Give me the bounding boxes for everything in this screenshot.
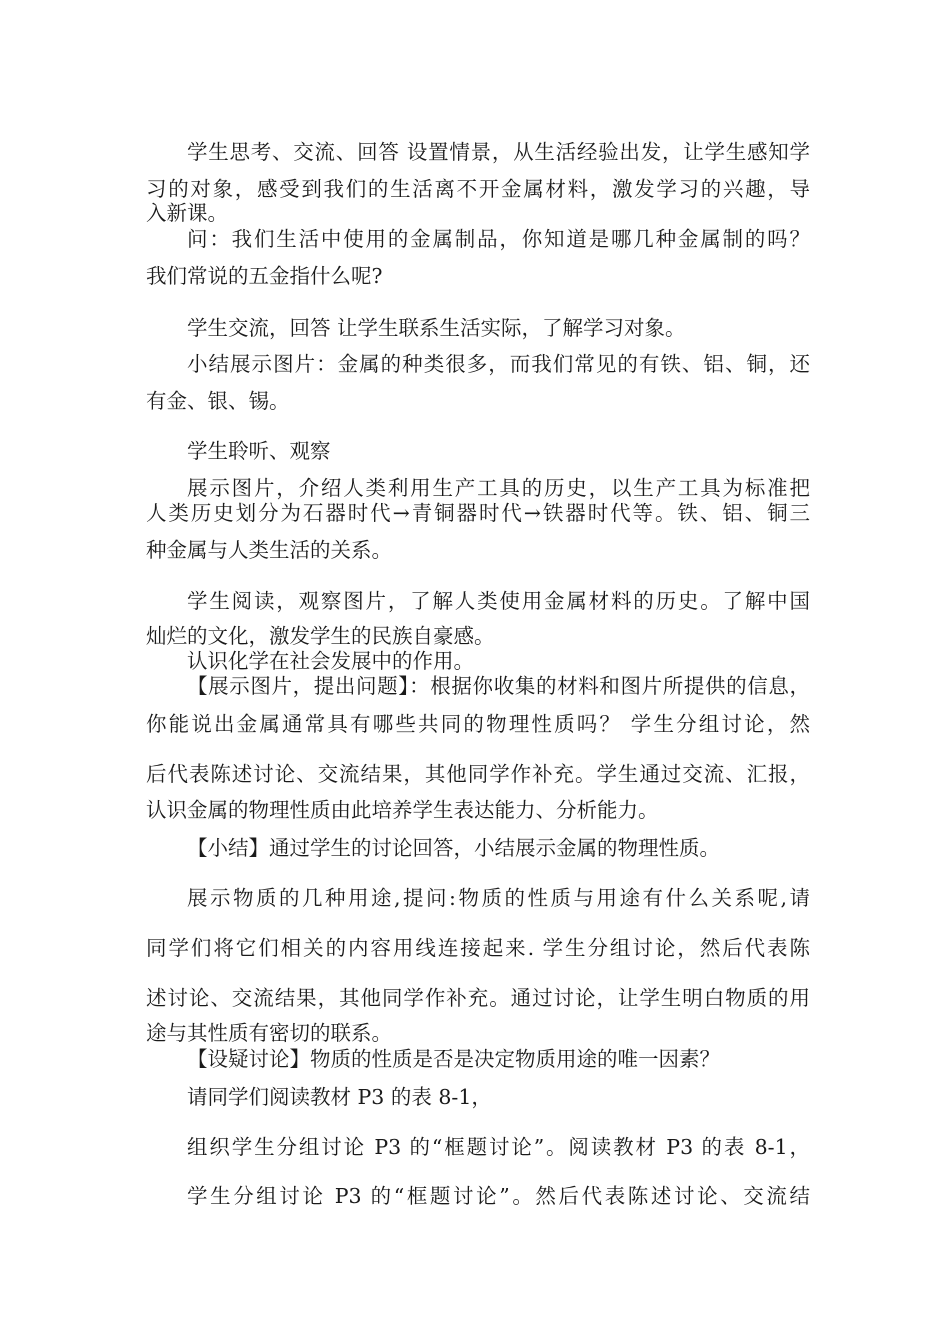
text-line-12: 种金属与人类生活的关系。 bbox=[146, 538, 392, 562]
text-line-9: 学生聆听、观察 bbox=[187, 439, 331, 463]
text-line-24: 途与其性质有密切的联系。 bbox=[146, 1021, 392, 1045]
text-line-3: 入新课。 bbox=[146, 201, 228, 225]
text-line-11: 人类历史划分为石器时代→青铜器时代→铁器时代等。铁、铝、铜三 bbox=[146, 501, 810, 525]
text-line-19: 认识金属的物理性质由此培养学生表达能力、分析能力。 bbox=[146, 798, 659, 822]
text-line-10: 展示图片，介绍人类利用生产工具的历史，以生产工具为标准把 bbox=[187, 476, 810, 500]
text-line-17: 你能说出金属通常具有哪些共同的物理性质吗？ 学生分组讨论，然 bbox=[146, 712, 810, 736]
text-line-16: 【展示图片，提出问题】：根据你收集的材料和图片所提供的信息， bbox=[187, 674, 810, 698]
text-line-27: 组织学生分组讨论 P3 的“框题讨论”。阅读教材 P3 的表 8-1， bbox=[187, 1135, 810, 1159]
text-line-2: 习的对象，感受到我们的生活离不开金属材料，激发学习的兴趣，导 bbox=[146, 177, 810, 201]
text-line-22: 同学们将它们相关的内容用线连接起来. 学生分组讨论，然后代表陈 bbox=[146, 936, 810, 960]
text-line-6: 学生交流，回答 让学生联系生活实际，了解学习对象。 bbox=[187, 316, 686, 340]
text-line-15: 认识化学在社会发展中的作用。 bbox=[187, 649, 474, 673]
text-line-8: 有金、银、锡。 bbox=[146, 389, 290, 413]
text-line-4: 问：我们生活中使用的金属制品，你知道是哪几种金属制的吗？ bbox=[187, 227, 810, 251]
text-line-5: 我们常说的五金指什么呢? bbox=[146, 264, 383, 288]
text-line-21: 展示物质的几种用途,提问:物质的性质与用途有什么关系呢,请 bbox=[187, 886, 810, 910]
text-line-23: 述讨论、交流结果，其他同学作补充。通过讨论，让学生明白物质的用 bbox=[146, 986, 810, 1010]
text-line-13: 学生阅读，观察图片，了解人类使用金属材料的历史。了解中国 bbox=[187, 589, 810, 613]
text-line-28: 学生分组讨论 P3 的“框题讨论”。然后代表陈述讨论、交流结 bbox=[187, 1184, 810, 1208]
text-line-14: 灿烂的文化，激发学生的民族自豪感。 bbox=[146, 624, 495, 648]
text-line-25: 【设疑讨论】物质的性质是否是决定物质用途的唯一因素？ bbox=[187, 1047, 720, 1071]
text-line-26: 请同学们阅读教材 P3 的表 8-1， bbox=[187, 1085, 492, 1109]
text-line-18: 后代表陈述讨论、交流结果，其他同学作补充。学生通过交流、汇报， bbox=[146, 762, 810, 786]
text-line-20: 【小结】通过学生的讨论回答，小结展示金属的物理性质。 bbox=[187, 836, 720, 860]
text-line-1: 学生思考、交流、回答 设置情景，从生活经验出发，让学生感知学 bbox=[187, 140, 810, 164]
text-line-7: 小结展示图片：金属的种类很多，而我们常见的有铁、铝、铜，还 bbox=[187, 352, 810, 376]
